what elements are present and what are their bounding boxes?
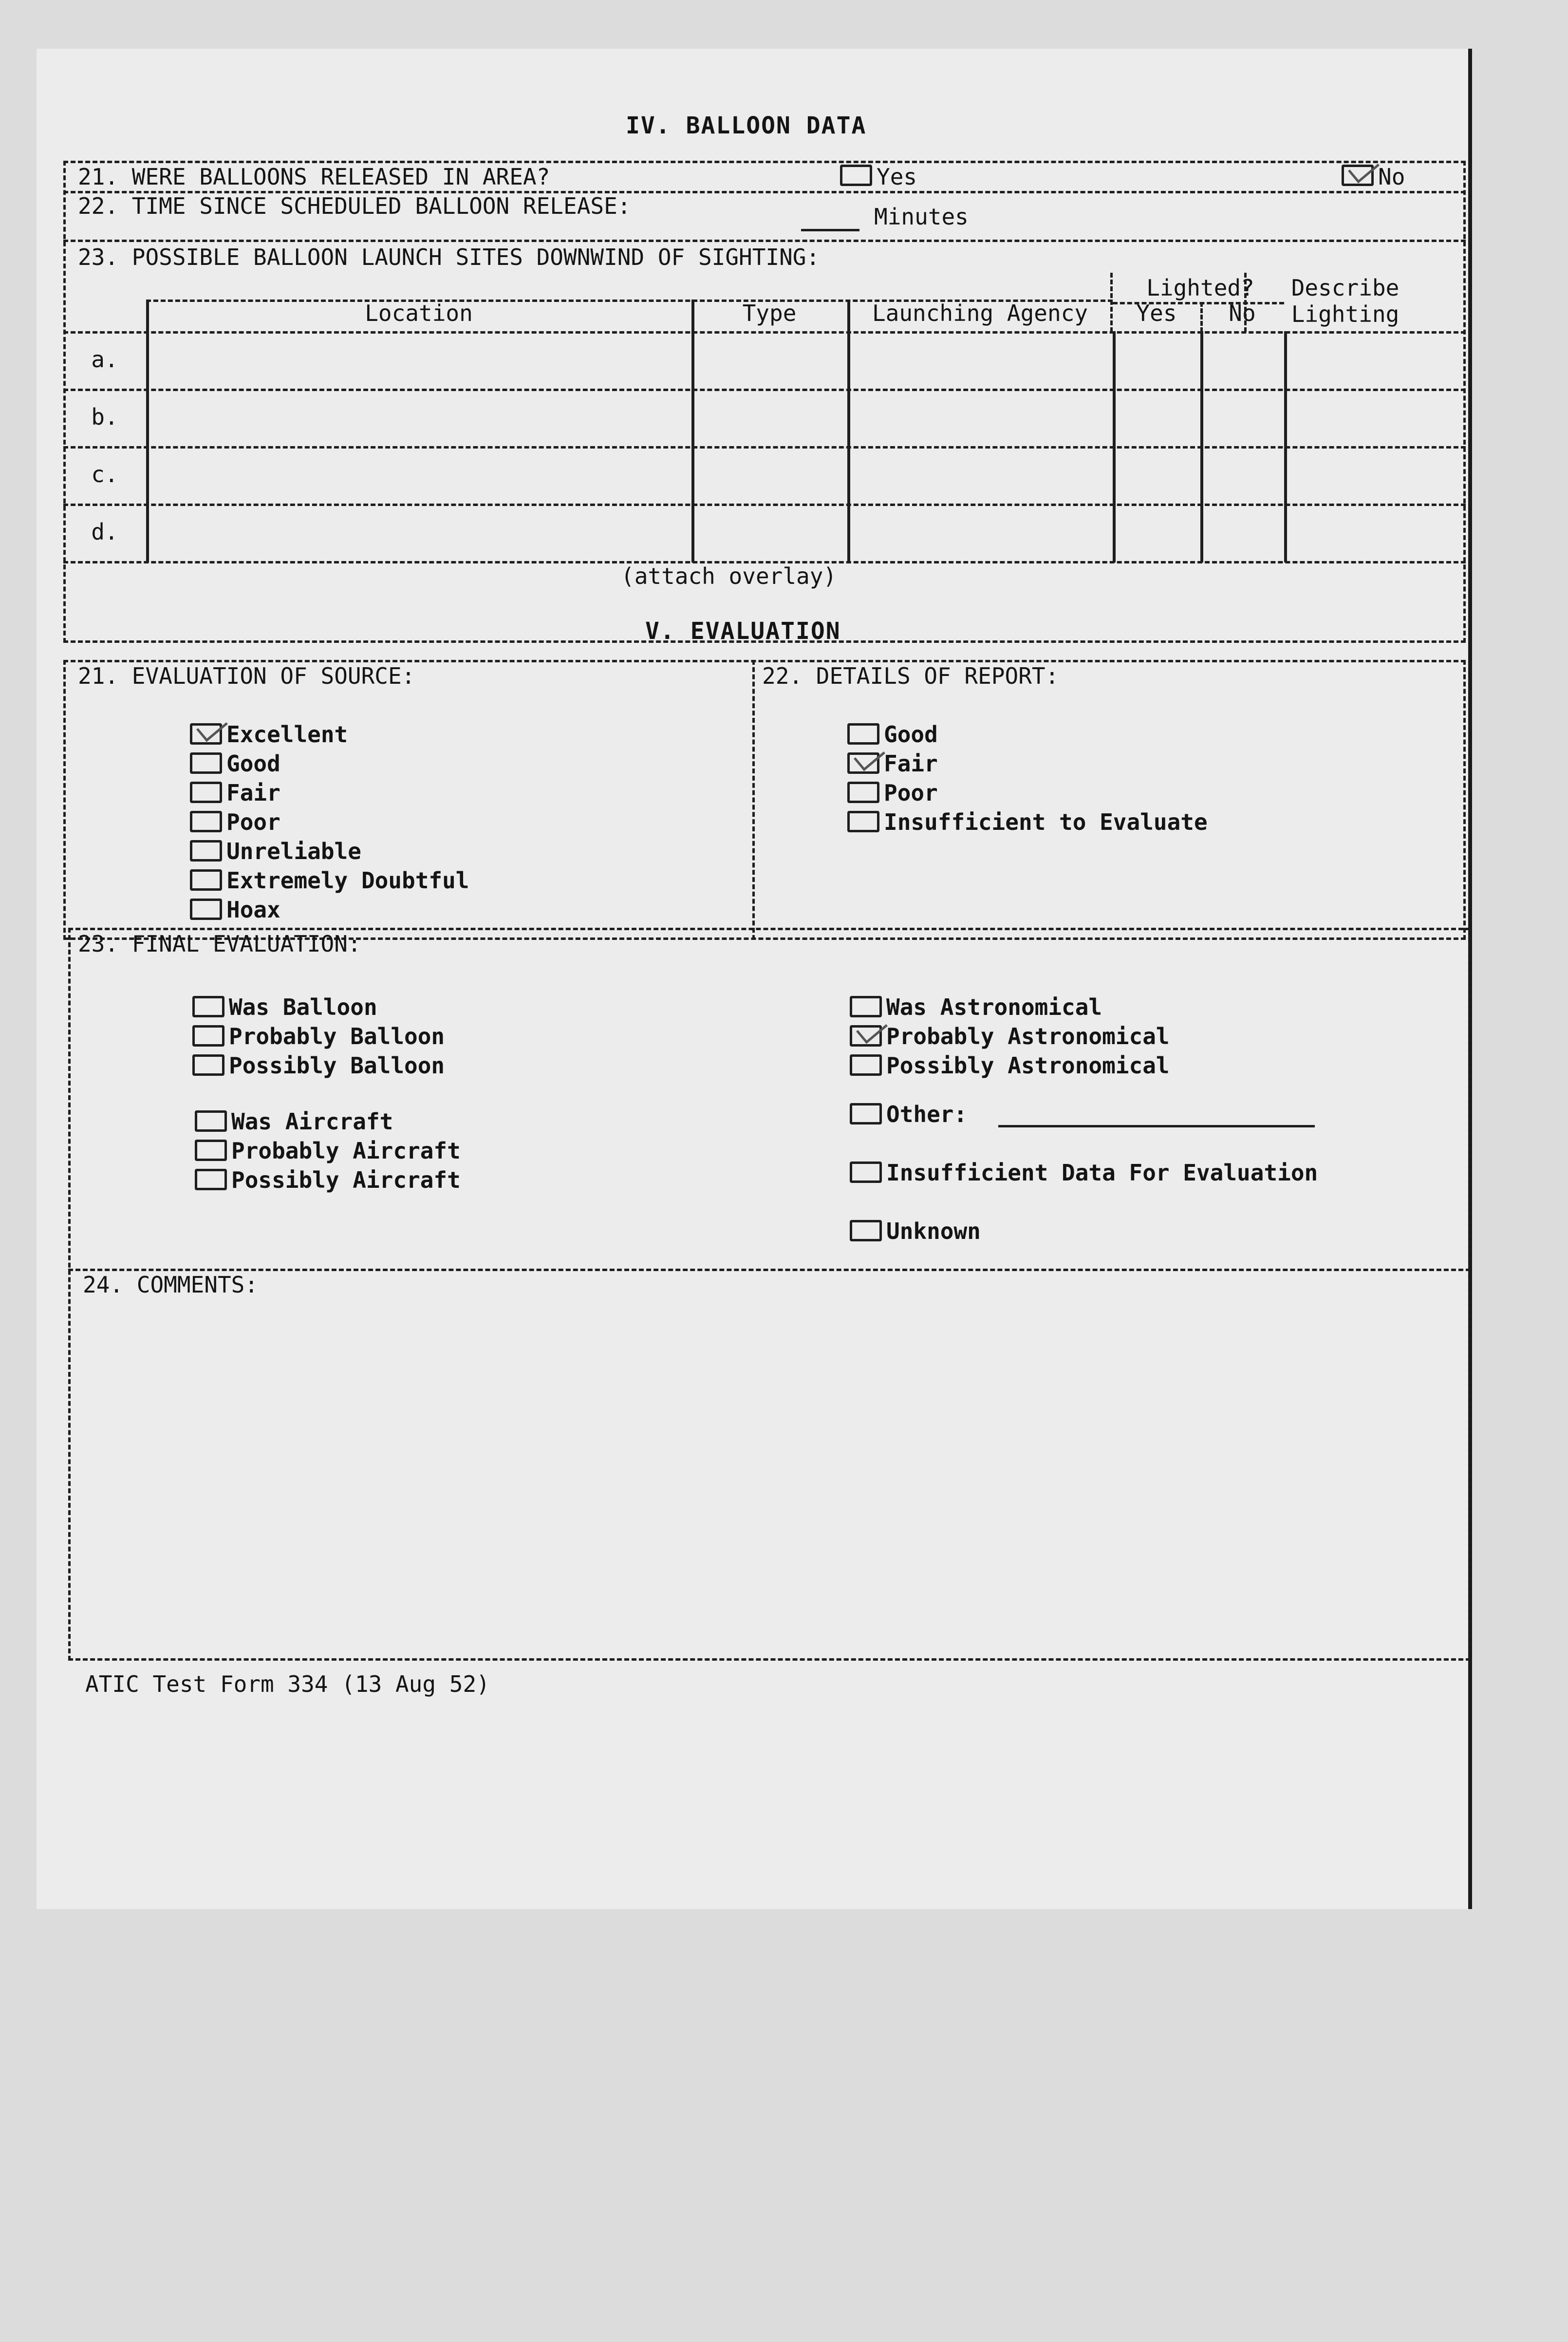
final-probably-astronomical-checkbox[interactable] xyxy=(850,1025,882,1047)
final-other-checkbox[interactable] xyxy=(850,1103,882,1124)
col-lighted-header: Lighted? xyxy=(1146,275,1254,301)
final-other-field[interactable] xyxy=(998,1125,1315,1127)
final-was-aircraft-checkbox[interactable] xyxy=(195,1110,227,1132)
row-label-b: b. xyxy=(91,404,118,430)
row-label-d: d. xyxy=(91,519,118,545)
q23-launch-sites-label: 23. POSSIBLE BALLOON LAUNCH SITES DOWNWIND OF SIGHTING: xyxy=(78,244,820,270)
final-possibly-astronomical-checkbox[interactable] xyxy=(850,1054,882,1076)
q22-minutes-unit: Minutes xyxy=(874,204,969,230)
divider xyxy=(63,331,1466,334)
source-extremely-doubtful-checkbox[interactable] xyxy=(190,869,222,891)
final-possibly-astronomical-label: Possibly Astronomical xyxy=(886,1052,1170,1079)
final-insufficient-data-label: Insufficient Data For Evaluation xyxy=(886,1160,1318,1186)
details-fair-checkbox[interactable] xyxy=(847,752,879,774)
final-probably-aircraft-checkbox[interactable] xyxy=(195,1140,227,1161)
col-location-header: Location xyxy=(365,300,473,326)
divider xyxy=(752,660,755,940)
source-poor-checkbox[interactable] xyxy=(190,811,222,832)
col-no-header: No xyxy=(1229,300,1256,326)
source-hoax-checkbox[interactable] xyxy=(190,899,222,920)
details-good-label: Good xyxy=(884,721,938,748)
q22-time-since-release-label: 22. TIME SINCE SCHEDULED BALLOON RELEASE: xyxy=(78,193,631,219)
final-probably-balloon-label: Probably Balloon xyxy=(229,1023,445,1049)
details-fair-label: Fair xyxy=(884,750,938,777)
final-insufficient-data-checkbox[interactable] xyxy=(850,1162,882,1183)
final-other-label: Other: xyxy=(886,1101,968,1127)
row-label-a: a. xyxy=(91,346,118,373)
row-label-c: c. xyxy=(91,461,118,487)
source-poor-label: Poor xyxy=(226,809,280,835)
divider xyxy=(847,300,850,562)
divider xyxy=(68,1269,1471,1271)
source-fair-label: Fair xyxy=(226,780,280,806)
divider xyxy=(63,389,1466,391)
divider xyxy=(1244,273,1247,332)
final-was-astronomical-label: Was Astronomical xyxy=(886,994,1102,1020)
col-agency-header: Launching Agency xyxy=(872,300,1088,326)
evaluation-section-title: V. EVALUATION xyxy=(645,618,841,645)
col-yes-header: Yes xyxy=(1136,300,1177,326)
q21-yes-label: Yes xyxy=(877,164,917,190)
divider xyxy=(146,300,149,562)
source-good-label: Good xyxy=(226,750,280,777)
source-extremely-doubtful-label: Extremely Doubtful xyxy=(226,867,469,894)
details-poor-checkbox[interactable] xyxy=(847,782,879,803)
final-was-aircraft-label: Was Aircraft xyxy=(231,1108,393,1135)
divider xyxy=(1200,331,1203,562)
divider xyxy=(1200,302,1203,332)
divider xyxy=(1284,331,1287,562)
col-describe-header-1: Describe xyxy=(1291,275,1400,301)
source-excellent-label: Excellent xyxy=(226,721,348,748)
balloon-section-title: IV. BALLOON DATA xyxy=(626,112,867,139)
divider xyxy=(63,240,1466,242)
source-unreliable-checkbox[interactable] xyxy=(190,840,222,862)
final-was-balloon-label: Was Balloon xyxy=(229,994,377,1020)
final-possibly-balloon-label: Possibly Balloon xyxy=(229,1052,445,1079)
details-insufficient-checkbox[interactable] xyxy=(847,811,879,832)
q23-final-evaluation-label: 23. FINAL EVALUATION: xyxy=(78,931,361,957)
divider xyxy=(1113,331,1116,562)
final-unknown-checkbox[interactable] xyxy=(850,1220,882,1241)
q21-no-checkbox[interactable] xyxy=(1342,165,1374,186)
q21-no-label: No xyxy=(1378,164,1405,190)
final-possibly-aircraft-label: Possibly Aircraft xyxy=(231,1167,461,1193)
divider xyxy=(691,300,694,562)
col-describe-header-2: Lighting xyxy=(1291,301,1400,327)
col-type-header: Type xyxy=(742,300,797,326)
form-id-footer: ATIC Test Form 334 (13 Aug 52) xyxy=(85,1671,490,1697)
source-excellent-checkbox[interactable] xyxy=(190,723,222,745)
details-poor-label: Poor xyxy=(884,780,938,806)
divider xyxy=(146,300,1113,302)
q21-balloons-released-label: 21. WERE BALLOONS RELEASED IN AREA? xyxy=(78,164,550,190)
divider xyxy=(63,504,1466,506)
comments-area[interactable] xyxy=(78,1300,1461,1651)
q21-yes-checkbox[interactable] xyxy=(840,165,872,186)
attach-overlay-note: (attach overlay) xyxy=(621,563,837,589)
source-good-checkbox[interactable] xyxy=(190,752,222,774)
q22-minutes-field[interactable] xyxy=(801,229,859,231)
final-possibly-balloon-checkbox[interactable] xyxy=(192,1054,224,1076)
final-was-balloon-checkbox[interactable] xyxy=(192,996,224,1017)
final-unknown-label: Unknown xyxy=(886,1218,981,1244)
final-probably-astronomical-label: Probably Astronomical xyxy=(886,1023,1170,1049)
source-unreliable-label: Unreliable xyxy=(226,838,361,864)
form-sheet xyxy=(37,49,1472,1909)
q24-comments-label: 24. COMMENTS: xyxy=(83,1272,259,1298)
details-insufficient-label: Insufficient to Evaluate xyxy=(884,809,1208,835)
q22-details-of-report-label: 22. DETAILS OF REPORT: xyxy=(762,663,1059,689)
divider xyxy=(1110,273,1113,332)
source-fair-checkbox[interactable] xyxy=(190,782,222,803)
final-probably-balloon-checkbox[interactable] xyxy=(192,1025,224,1047)
final-possibly-aircraft-checkbox[interactable] xyxy=(195,1169,227,1190)
divider xyxy=(63,446,1466,449)
source-hoax-label: Hoax xyxy=(226,897,280,923)
q21-evaluation-of-source-label: 21. EVALUATION OF SOURCE: xyxy=(78,663,415,689)
final-probably-aircraft-label: Probably Aircraft xyxy=(231,1138,461,1164)
